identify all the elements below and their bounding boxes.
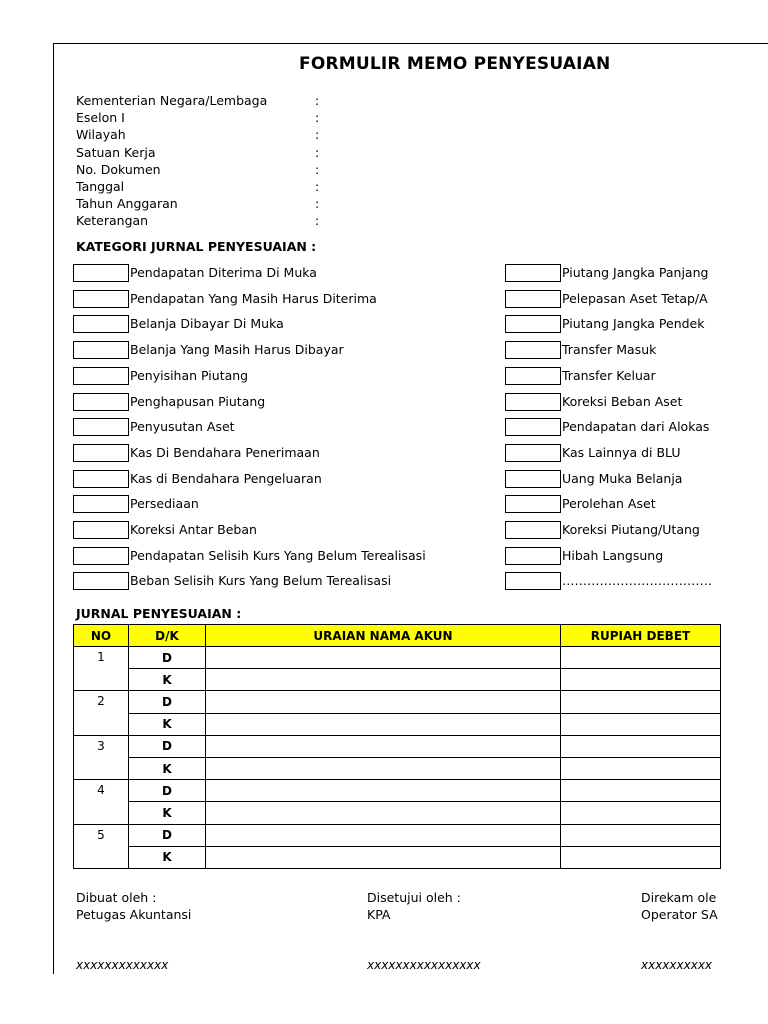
category-label: Koreksi Antar Beban	[130, 522, 257, 537]
row-number: 1	[74, 647, 129, 691]
info-row	[76, 161, 320, 178]
dk-cell: D	[129, 780, 206, 802]
category-label: Belanja Dibayar Di Muka	[130, 316, 284, 332]
rupiah-cell[interactable]	[561, 669, 721, 691]
category-checkbox[interactable]	[73, 315, 129, 333]
uraian-cell[interactable]	[206, 669, 561, 691]
category-checkbox[interactable]	[73, 521, 129, 539]
dk-cell: D	[129, 735, 206, 757]
category-checkbox[interactable]	[505, 444, 561, 462]
info-colon: :	[315, 110, 320, 126]
signature-title: KPA	[367, 907, 391, 922]
category-checkbox[interactable]	[73, 470, 129, 488]
category-label: Transfer Masuk	[562, 342, 657, 358]
signature-role: Disetujui oleh :	[367, 890, 461, 905]
info-row	[76, 212, 320, 229]
dk-cell: D	[129, 824, 206, 846]
category-checkbox[interactable]	[73, 444, 129, 462]
info-row	[76, 195, 320, 212]
info-row	[76, 109, 320, 126]
category-label: Persediaan	[130, 496, 199, 512]
signature-name: xxxxxxxxxxxxx	[76, 958, 169, 972]
category-label: Transfer Keluar	[562, 367, 656, 383]
table-row-debet	[74, 735, 721, 757]
info-colon: :	[315, 93, 320, 108]
table-header-row	[74, 625, 721, 647]
uraian-cell[interactable]	[206, 691, 561, 713]
info-row	[76, 178, 320, 195]
category-checkbox[interactable]	[73, 290, 129, 308]
category-label: Pelepasan Aset Tetap/A	[562, 290, 708, 306]
category-label: Belanja Yang Masih Harus Dibayar	[130, 342, 344, 358]
header-dk: D/K	[129, 625, 206, 647]
category-label: Pendapatan Selisih Kurs Yang Belum Terealisasi	[130, 547, 426, 563]
info-label: Tanggal	[76, 178, 125, 194]
rupiah-cell[interactable]	[561, 824, 721, 846]
category-checkbox[interactable]	[505, 572, 561, 590]
signature-name: xxxxxxxxxxxxxxxx	[367, 958, 481, 972]
category-checkbox[interactable]	[505, 393, 561, 411]
table-row-debet	[74, 691, 721, 713]
dk-cell: K	[129, 669, 206, 691]
category-checkbox[interactable]	[505, 418, 561, 436]
info-label: Satuan Kerja	[76, 144, 156, 160]
uraian-cell[interactable]	[206, 780, 561, 802]
header-rupiah-debet: RUPIAH DEBET	[561, 625, 721, 647]
info-colon: :	[315, 178, 320, 194]
info-colon: :	[315, 161, 320, 177]
uraian-cell[interactable]	[206, 824, 561, 846]
signature-role: Dibuat oleh :	[76, 890, 157, 905]
category-label: Kas di Bendahara Pengeluaran	[130, 470, 322, 486]
category-label: Koreksi Piutang/Utang	[562, 522, 700, 537]
table-row-debet	[74, 824, 721, 846]
category-label: Kas Lainnya di BLU	[562, 444, 681, 460]
category-checkbox[interactable]	[73, 495, 129, 513]
category-checkbox[interactable]	[505, 521, 561, 539]
category-label: Hibah Langsung	[562, 547, 664, 563]
dk-cell: K	[129, 846, 206, 868]
dk-cell: D	[129, 691, 206, 713]
info-row	[76, 144, 320, 161]
info-colon: :	[315, 196, 320, 212]
dk-cell: K	[129, 757, 206, 779]
category-checkbox[interactable]	[73, 393, 129, 411]
uraian-cell[interactable]	[206, 735, 561, 757]
info-label: Tahun Anggaran	[76, 196, 178, 212]
rupiah-cell[interactable]	[561, 691, 721, 713]
signature-role: Direkam ole	[641, 890, 717, 905]
category-label: Uang Muka Belanja	[562, 470, 683, 486]
dk-cell: D	[129, 647, 206, 669]
category-checkbox[interactable]	[505, 470, 561, 488]
table-row-kredit	[74, 669, 721, 691]
rupiah-cell[interactable]	[561, 802, 721, 824]
category-label: Pendapatan Diterima Di Muka	[130, 265, 317, 280]
category-label: Penyusutan Aset	[130, 419, 235, 435]
signature-title: Petugas Akuntansi	[76, 907, 192, 922]
category-label: Pendapatan Yang Masih Harus Diterima	[130, 290, 377, 306]
rupiah-cell[interactable]	[561, 846, 721, 868]
rupiah-cell[interactable]	[561, 713, 721, 735]
table-row-debet	[74, 780, 721, 802]
uraian-cell[interactable]	[206, 713, 561, 735]
category-label: Piutang Jangka Panjang	[562, 265, 709, 280]
category-label: Piutang Jangka Pendek	[562, 316, 705, 332]
category-checkbox[interactable]	[73, 572, 129, 590]
row-number: 2	[74, 691, 129, 735]
category-label: Beban Selisih Kurs Yang Belum Terealisasi	[130, 573, 392, 589]
jurnal-table	[73, 624, 721, 869]
rupiah-cell[interactable]	[561, 735, 721, 757]
table-row-kredit	[74, 846, 721, 868]
table-row-kredit	[74, 757, 721, 779]
table-row-kredit	[74, 713, 721, 735]
category-label: Koreksi Beban Aset	[562, 393, 683, 409]
info-label: Eselon I	[76, 110, 125, 126]
info-colon: :	[315, 213, 320, 229]
header-no: NO	[74, 625, 129, 647]
form-frame	[53, 43, 768, 974]
category-checkbox[interactable]	[505, 367, 561, 385]
category-label: Pendapatan dari Alokas	[562, 419, 710, 435]
category-checkbox[interactable]	[73, 418, 129, 436]
category-label: Perolehan Aset	[562, 496, 656, 512]
dk-cell: K	[129, 802, 206, 824]
rupiah-cell[interactable]	[561, 647, 721, 669]
kategori-title: KATEGORI JURNAL PENYESUAIAN :	[76, 239, 317, 254]
uraian-cell[interactable]	[206, 757, 561, 779]
uraian-cell[interactable]	[206, 846, 561, 868]
table-row-kredit	[74, 802, 721, 824]
row-number: 4	[74, 780, 129, 824]
jurnal-title: JURNAL PENYESUAIAN :	[76, 606, 242, 621]
info-label: Keterangan	[76, 213, 149, 229]
category-checkbox[interactable]	[505, 290, 561, 308]
category-checkbox[interactable]	[505, 315, 561, 333]
uraian-cell[interactable]	[206, 802, 561, 824]
category-checkbox[interactable]	[505, 264, 561, 282]
category-label: Kas Di Bendahara Penerimaan	[130, 444, 320, 460]
form-title: FORMULIR MEMO PENYESUAIAN	[299, 54, 611, 74]
info-colon: :	[315, 127, 320, 143]
category-checkbox[interactable]	[505, 547, 561, 565]
category-label: ………………………………	[562, 573, 712, 589]
uraian-cell[interactable]	[206, 647, 561, 669]
table-row-debet	[74, 647, 721, 669]
signature-name: xxxxxxxxxx	[641, 958, 713, 972]
row-number: 3	[74, 735, 129, 779]
row-number: 5	[74, 824, 129, 868]
info-section	[76, 92, 320, 230]
info-label: No. Dokumen	[76, 161, 161, 177]
category-checkbox[interactable]	[73, 367, 129, 385]
category-checkbox[interactable]	[73, 264, 129, 282]
signature-title: Operator SA	[641, 907, 718, 922]
category-checkbox[interactable]	[73, 341, 129, 359]
info-row	[76, 126, 320, 143]
info-row	[76, 92, 320, 109]
rupiah-cell[interactable]	[561, 780, 721, 802]
category-checkbox[interactable]	[73, 547, 129, 565]
category-checkbox[interactable]	[505, 341, 561, 359]
category-label: Penghapusan Piutang	[130, 393, 266, 409]
header-uraian: URAIAN NAMA AKUN	[206, 625, 561, 647]
info-label: Kementerian Negara/Lembaga	[76, 93, 268, 108]
info-colon: :	[315, 144, 320, 160]
dk-cell: K	[129, 713, 206, 735]
rupiah-cell[interactable]	[561, 757, 721, 779]
category-label: Penyisihan Piutang	[130, 367, 249, 383]
category-checkbox[interactable]	[505, 495, 561, 513]
info-label: Wilayah	[76, 127, 126, 143]
